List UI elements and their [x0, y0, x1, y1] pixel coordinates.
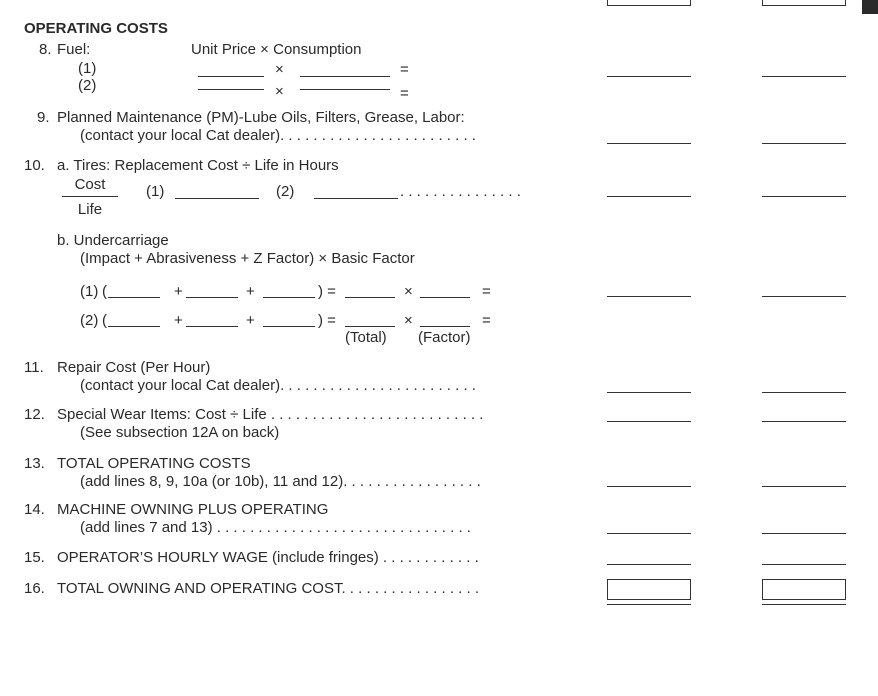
- line10b-row2-open: (: [102, 312, 107, 329]
- line12-col1-field[interactable]: [607, 421, 691, 422]
- line8-2-equals: =: [400, 85, 409, 102]
- line10a-opt2-blank[interactable]: [314, 198, 398, 199]
- line10b-row2-zfactor-blank[interactable]: [263, 326, 315, 327]
- line13-col2-field[interactable]: [762, 486, 846, 487]
- line10a-col2-field[interactable]: [762, 196, 846, 197]
- top-box-col2: [762, 0, 846, 6]
- line9-col2-field[interactable]: [762, 143, 846, 144]
- line9-number: 9.: [37, 109, 50, 126]
- line10b-label: b. Undercarriage: [57, 232, 169, 249]
- line10a-opt1-blank[interactable]: [175, 198, 259, 199]
- line14-label: MACHINE OWNING PLUS OPERATING: [57, 501, 329, 518]
- top-box-col1: [607, 0, 691, 6]
- line12-number: 12.: [24, 406, 45, 423]
- line10b-total-caption: (Total): [345, 329, 387, 346]
- line15-col2-field[interactable]: [762, 564, 846, 565]
- line14-number: 14.: [24, 501, 45, 518]
- line8-formula: Unit Price × Consumption: [191, 41, 362, 58]
- line8-col1-field[interactable]: [607, 76, 691, 77]
- line8-sub2: (2): [78, 77, 97, 94]
- line10b-row1-equals: =: [482, 283, 491, 300]
- line11-col1-field[interactable]: [607, 392, 691, 393]
- line10b-row2-factor-blank[interactable]: [420, 326, 470, 327]
- line16-number: 16.: [24, 580, 45, 597]
- line10a-cost: Cost: [74, 176, 106, 193]
- line10b-formula: (Impact + Abrasiveness + Z Factor) × Basic Factor: [80, 250, 415, 267]
- line10b-row1-factor-blank[interactable]: [420, 297, 470, 298]
- line11-detail: (contact your local Cat dealer). . . . . . . . . . . . . . . . . . . . . . . .: [80, 377, 476, 394]
- line8-label: Fuel:: [57, 41, 91, 58]
- line9-col1-field[interactable]: [607, 143, 691, 144]
- line10b-row1-label: (1): [80, 283, 99, 300]
- line15-label: OPERATOR’S HOURLY WAGE (include fringes) . . . . . . . . . . . .: [57, 549, 479, 566]
- line13-detail: (add lines 8, 9, 10a (or 10b), 11 and 12). . . . . . . . . . . . . . . . .: [80, 473, 481, 490]
- line16-label: TOTAL OWNING AND OPERATING COST. . . . . . . . . . . . . . . . .: [57, 580, 479, 597]
- line13-label: TOTAL OPERATING COSTS: [57, 455, 251, 472]
- line8-sub1: (1): [78, 60, 97, 77]
- line8-2-consumption-blank[interactable]: [300, 89, 390, 90]
- line8-1-equals: =: [400, 61, 409, 78]
- line14-detail: (add lines 7 and 13) . . . . . . . . . . . . . . . . . . . . . . . . . . . . . . .: [80, 519, 471, 536]
- line10b-row1-open: (: [102, 283, 107, 300]
- line15-col1-field[interactable]: [607, 564, 691, 565]
- line10a-opt2: (2): [276, 183, 295, 200]
- line10b-row1-zfactor-blank[interactable]: [263, 297, 315, 298]
- line10b-row1-plus1: +: [174, 283, 183, 300]
- line16-col1-double-rule: [607, 604, 691, 605]
- line9-detail: (contact your local Cat dealer). . . . . . . . . . . . . . . . . . . . . . . .: [80, 127, 476, 144]
- line13-col1-field[interactable]: [607, 486, 691, 487]
- line13-number: 13.: [24, 455, 45, 472]
- line10b-row2-impact-blank[interactable]: [108, 326, 160, 327]
- line8-col2-field[interactable]: [762, 76, 846, 77]
- line8-2-times: ×: [275, 83, 284, 100]
- line10a-life: Life: [77, 201, 103, 218]
- line10b-row1-total-blank[interactable]: [345, 297, 395, 298]
- line10b-row2-equals: =: [482, 312, 491, 329]
- line10-number: 10.: [24, 157, 45, 174]
- line10b-row1-times: ×: [404, 283, 413, 300]
- line11-label: Repair Cost (Per Hour): [57, 359, 211, 376]
- edge-tab-marker: [862, 0, 878, 14]
- line10b-row1-plus2: +: [246, 283, 255, 300]
- line16-col1-total-box[interactable]: [607, 579, 691, 600]
- line8-1-price-blank[interactable]: [198, 76, 264, 77]
- section-title: OPERATING COSTS: [24, 20, 168, 37]
- line10b-row2-total-blank[interactable]: [345, 326, 395, 327]
- line10b-row2-close-eq: ) =: [318, 312, 336, 329]
- line10b-row2-abrasiveness-blank[interactable]: [186, 326, 238, 327]
- line10b-row1-col1-field[interactable]: [607, 296, 691, 297]
- line10b-row2-label: (2): [80, 312, 99, 329]
- line10b-factor-caption: (Factor): [418, 329, 471, 346]
- line10b-row1-close-eq: ) =: [318, 283, 336, 300]
- line10b-row1-abrasiveness-blank[interactable]: [186, 297, 238, 298]
- line11-col2-field[interactable]: [762, 392, 846, 393]
- line10a-col1-field[interactable]: [607, 196, 691, 197]
- line10a-leader: . . . . . . . . . . . . . . .: [400, 183, 521, 200]
- line16-col2-total-box[interactable]: [762, 579, 846, 600]
- line8-1-consumption-blank[interactable]: [300, 76, 390, 77]
- line10b-row1-impact-blank[interactable]: [108, 297, 160, 298]
- line8-1-times: ×: [275, 61, 284, 78]
- line10b-row2-times: ×: [404, 312, 413, 329]
- line8-number: 8.: [39, 41, 52, 58]
- line10b-row2-plus1: +: [174, 312, 183, 329]
- line12-label: Special Wear Items: Cost ÷ Life . . . . . . . . . . . . . . . . . . . . . . . . . .: [57, 406, 484, 423]
- line10b-row2-plus2: +: [246, 312, 255, 329]
- line10a-label: a. Tires: Replacement Cost ÷ Life in Hours: [57, 157, 339, 174]
- line9-label: Planned Maintenance (PM)-Lube Oils, Filters, Grease, Labor:: [57, 109, 465, 126]
- line14-col1-field[interactable]: [607, 533, 691, 534]
- line8-2-price-blank[interactable]: [198, 89, 264, 90]
- line10b-row1-col2-field[interactable]: [762, 296, 846, 297]
- line11-number: 11.: [24, 359, 44, 376]
- line12-detail: (See subsection 12A on back): [80, 424, 280, 441]
- line10a-fraction-bar: [62, 196, 118, 197]
- line14-col2-field[interactable]: [762, 533, 846, 534]
- line12-col2-field[interactable]: [762, 421, 846, 422]
- line16-col2-double-rule: [762, 604, 846, 605]
- line15-number: 15.: [24, 549, 45, 566]
- line10a-opt1: (1): [146, 183, 165, 200]
